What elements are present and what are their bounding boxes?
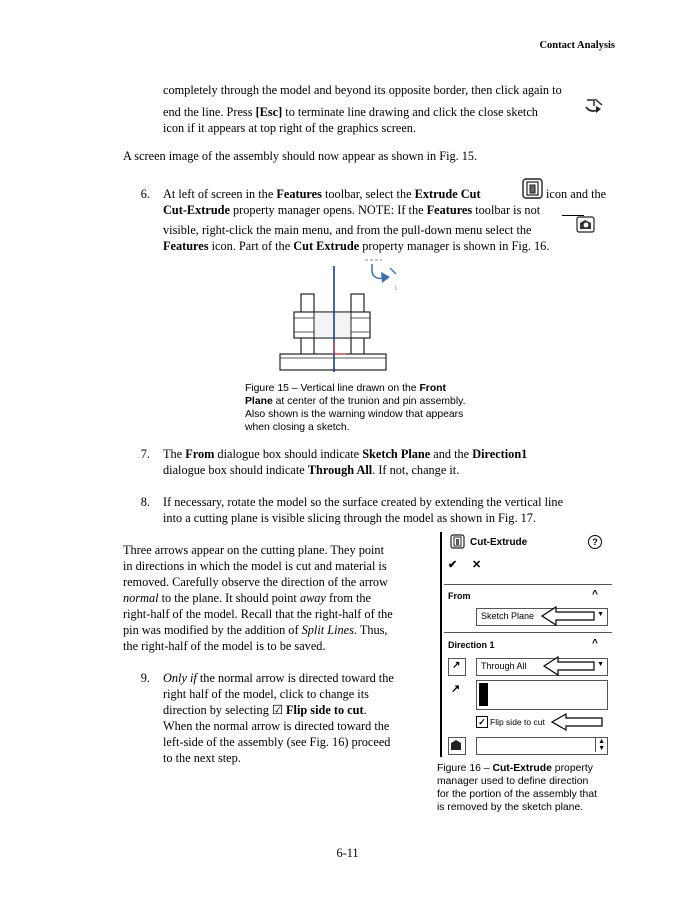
step7-line2: dialogue box should indicate Through All. If not, change it. [163, 463, 460, 477]
draft-icon [449, 738, 463, 752]
fig15-assembly-drawing [250, 250, 430, 380]
reverse-direction-button[interactable] [448, 658, 466, 676]
step8-line1: If necessary, rotate the model so the surface created by extending the vertical line [163, 495, 564, 509]
step6-line4: Features icon. Part of the Cut Extrude property manager is shown in Fig. 16. [163, 239, 550, 253]
direction-selection-box[interactable] [476, 680, 608, 710]
step6-line1: At left of screen in the Features toolbar, select the Extrude Cut [163, 187, 481, 201]
fig16-caption: Figure 16 – Cut-Extrude property manager used to define direction for the portion of the assembly that is removed by the sketch plane. [437, 763, 597, 813]
fig15-intro: A screen image of the assembly should now appear as shown in Fig. 15. [123, 149, 478, 163]
running-header: Contact Analysis [539, 40, 615, 51]
callout-arrow-3 [550, 712, 604, 732]
step9-text: Only if the normal arrow is directed toward the right half of the model, click to change its direction by selecting ☑ Flip side to cut. When the normal arrow is directed toward the left-side of the assembly (see Fig. 16) proceed to the next step. [163, 671, 394, 765]
paragraph-continuation: completely through the model and beyond its opposite border, then click again to [163, 83, 562, 97]
callout-arrow-2 [542, 655, 596, 677]
from-section-label: From [448, 591, 471, 601]
direction-section-label: Direction 1 [448, 640, 495, 650]
step8-line2: into a cutting plane is visible slicing through the model as shown in Fig. 17. [163, 511, 536, 525]
step6-line3: visible, right-click the main menu, and from the pull-down menu select the [163, 223, 532, 237]
cancel-button[interactable]: ✕ [472, 559, 482, 571]
extrude-cut-icon [522, 178, 544, 199]
spinner-icon: ▲ ▼ [595, 738, 605, 752]
fig15-caption: Figure 15 – Vertical line drawn on the Front Plane at center of the trunion and pin assembly. Also shown is the warning window that appears when closing a sketch. [245, 383, 466, 433]
chevron-up-icon[interactable]: ^ [592, 589, 598, 600]
close-sketch-icon [584, 97, 604, 115]
chevron-down-icon: ▼ [597, 611, 604, 618]
reverse-direction-icon: ↗ [452, 660, 461, 671]
features-icon [576, 216, 596, 234]
cut-extrude-icon [450, 534, 466, 550]
direction-arrow-icon: ↗ [451, 683, 461, 695]
cut-extrude-property-manager [440, 532, 612, 757]
help-button[interactable]: ? [588, 535, 602, 549]
step6-line2: Cut-Extrude property manager opens. NOTE: If the Features toolbar is not [163, 203, 541, 217]
callout-arrow [540, 605, 596, 627]
chevron-up-icon-2[interactable]: ^ [592, 638, 598, 649]
pm-title: Cut-Extrude [470, 537, 528, 548]
end-condition-select[interactable]: Through All ▼ [476, 658, 608, 676]
draft-angle-field[interactable] [476, 737, 608, 755]
flip-side-label: Flip side to cut [490, 717, 545, 727]
arrows-paragraph: Three arrows appear on the cutting plane. They point in directions in which the model is cut and material is removed. Carefully observe the direction of the arrow normal to the plane. It should point away from the right-half of the model. Recall that the right-half of the pin was modified by the addition of Split Lines. Thus, the right-half of the model is to be saved. [123, 543, 393, 653]
chevron-down-icon-3: ▼ [597, 661, 604, 668]
flip-side-checkbox[interactable]: ✓ [476, 716, 488, 728]
from-select[interactable]: Sketch Plane ▼ [476, 608, 608, 626]
svg-text:1: 1 [394, 286, 398, 292]
ok-button[interactable]: ✔ [448, 559, 458, 571]
draft-button[interactable] [448, 737, 466, 755]
step7-line1: The From dialogue box should indicate Sketch Plane and the Direction1 [163, 447, 528, 461]
page-number: 6-11 [336, 846, 359, 860]
